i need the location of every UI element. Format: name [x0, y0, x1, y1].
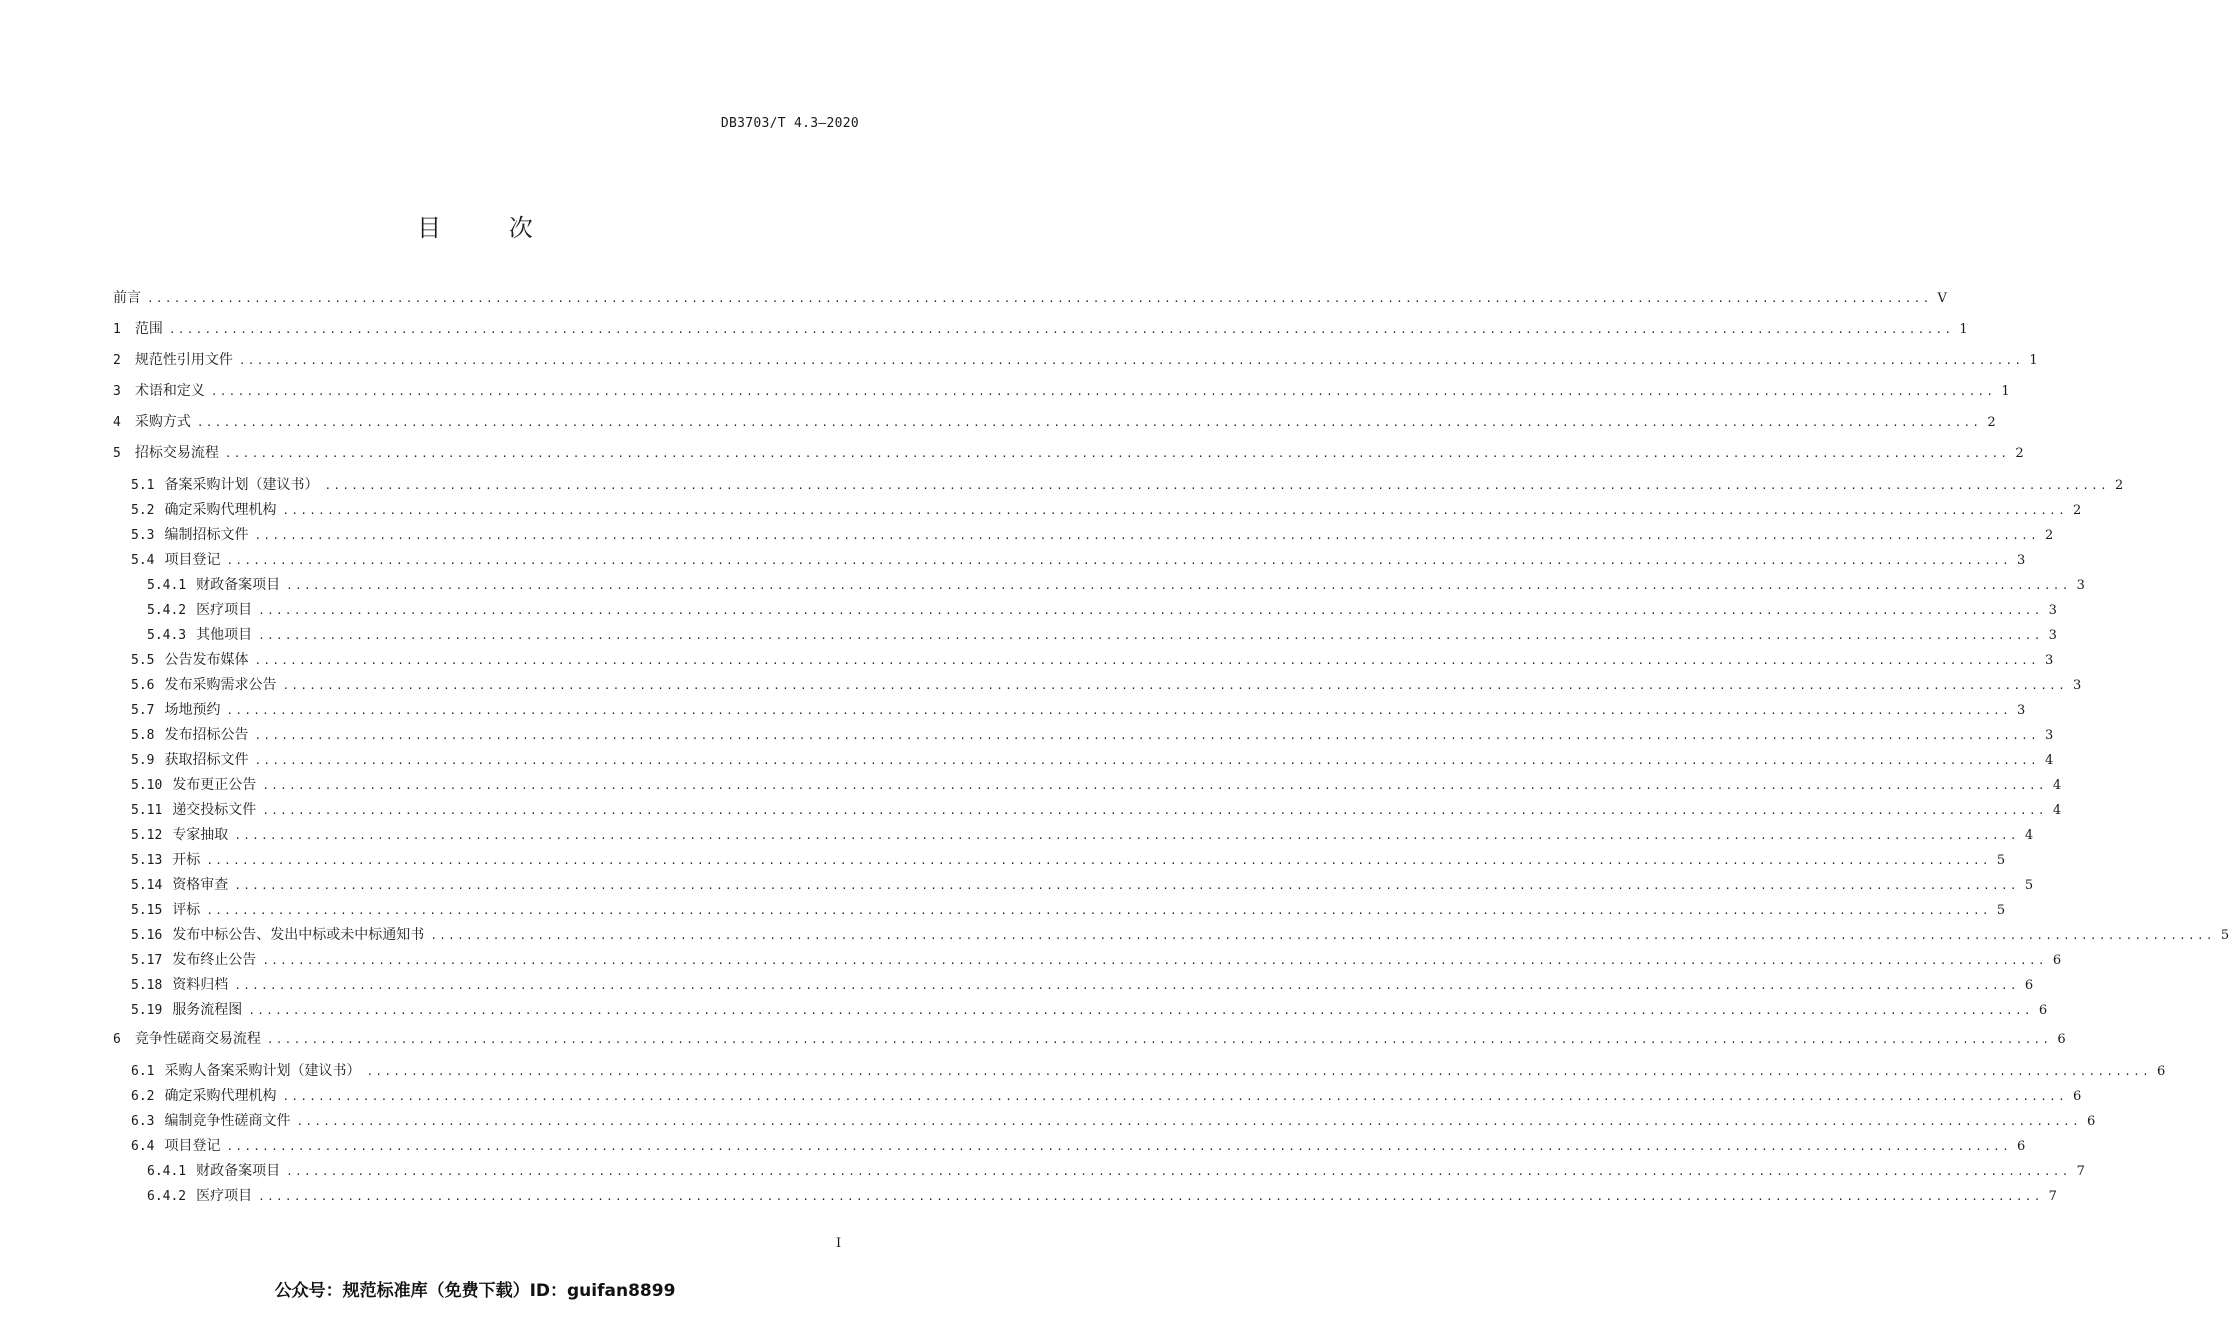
toc-leader-dots: ........................................................................................................................................................................................................ — [430, 929, 2215, 942]
toc-entry-label: 递交投标文件 — [172, 802, 257, 818]
toc-entry-label: 发布招标公告 — [164, 727, 249, 743]
toc-leader-dots: ........................................................................................................................................................................................................ — [226, 704, 2011, 717]
toc-entry-label: 发布更正公告 — [172, 777, 257, 793]
toc-leader-dots: ........................................................................................................................................................................................................ — [254, 754, 2039, 767]
toc-leader-dots: ........................................................................................................................................................................................................ — [238, 354, 2024, 367]
toc-entry-number: 5.13 — [131, 853, 163, 868]
toc-entry-page: 3 — [2017, 553, 2026, 568]
toc-entry-page: 3 — [2073, 678, 2082, 693]
toc-entry[interactable] — [131, 775, 2062, 795]
toc-leader-dots: ........................................................................................................................................................................................................ — [262, 804, 2047, 817]
toc-entry-page: 6 — [2057, 1032, 2066, 1047]
toc-entry[interactable] — [113, 288, 1947, 308]
toc-entry-page: 6 — [2157, 1064, 2166, 1079]
toc-entry-number: 6.4.2 — [147, 1189, 187, 1204]
toc-entry-number: 6.3 — [131, 1114, 155, 1129]
toc-entry-number: 1 — [113, 322, 121, 337]
toc-entry-number: 6 — [113, 1032, 121, 1047]
toc-entry[interactable] — [113, 319, 1968, 339]
toc-entry-page: 3 — [2045, 728, 2054, 743]
toc-leader-dots: ........................................................................................................................................................................................................ — [282, 1090, 2067, 1103]
toc-entry-label: 规范性引用文件 — [134, 352, 233, 368]
toc-entry[interactable] — [131, 900, 2006, 920]
toc-entry-page: 4 — [2024, 828, 2034, 843]
toc-entry[interactable] — [113, 1029, 2066, 1049]
toc-leader-dots: ........................................................................................................................................................................................................ — [266, 1033, 2052, 1046]
toc-entry-number: 5.19 — [131, 1003, 163, 1018]
toc-entry[interactable] — [131, 950, 2062, 970]
toc-leader-dots: ........................................................................................................................................................................................................ — [258, 629, 2043, 642]
toc-entry-label: 资料归档 — [172, 977, 229, 993]
toc-entry-page: 4 — [2045, 753, 2054, 768]
toc-entry-number: 6.2 — [131, 1089, 155, 1104]
toc-entry-number: 5 — [113, 446, 121, 461]
toc-entry[interactable] — [131, 750, 2054, 770]
toc-leader-dots: ........................................................................................................................................................................................................ — [258, 604, 2043, 617]
toc-leader-dots: ........................................................................................................................................................................................................ — [234, 829, 2019, 842]
toc-entry-number: 5.1 — [131, 478, 155, 493]
toc-leader-dots: ........................................................................................................................................................................................................ — [324, 479, 2109, 492]
toc-leader-dots: ........................................................................................................................................................................................................ — [286, 579, 2071, 592]
toc-entry[interactable] — [131, 1061, 2166, 1081]
toc-entry[interactable] — [131, 700, 2026, 720]
toc-entry-number: 4 — [113, 415, 121, 430]
toc-entry-page: 6 — [2052, 953, 2062, 968]
toc-entry-page: 5 — [2220, 928, 2229, 943]
toc-entry-number: 5.4.1 — [147, 578, 187, 593]
toc-leader-dots: ........................................................................................................................................................................................................ — [196, 416, 1982, 429]
toc-leader-dots: ........................................................................................................................................................................................................ — [234, 879, 2019, 892]
page-title: 目 次 — [417, 214, 563, 242]
toc-entry-number: 5.4.3 — [147, 628, 187, 643]
toc-entry-label: 确定采购代理机构 — [164, 502, 277, 518]
toc-leader-dots: ........................................................................................................................................................................................................ — [168, 323, 1954, 336]
toc-entry-label: 范围 — [134, 321, 163, 337]
toc-entry-number: 6.4 — [131, 1139, 155, 1154]
toc-entry[interactable] — [131, 1111, 2096, 1131]
toc-entry-number: 5.15 — [131, 903, 163, 918]
toc-leader-dots: ........................................................................................................................................................................................................ — [206, 854, 1991, 867]
toc-entry[interactable] — [131, 725, 2054, 745]
toc-entry[interactable] — [131, 825, 2034, 845]
toc-entry-page: 6 — [2017, 1139, 2026, 1154]
toc-entry-page: 3 — [2076, 578, 2085, 593]
toc-entry[interactable] — [147, 1186, 2057, 1206]
toc-leader-dots: ........................................................................................................................................................................................................ — [224, 447, 2010, 460]
toc-entry-number: 5.5 — [131, 653, 155, 668]
toc-entry-number: 5.3 — [131, 528, 155, 543]
toc-leader-dots: ........................................................................................................................................................................................................ — [254, 729, 2039, 742]
toc-entry-label: 发布中标公告、发出中标或未中标通知书 — [172, 927, 425, 943]
toc-entry-page: 2 — [2115, 478, 2124, 493]
toc-entry[interactable] — [131, 1086, 2082, 1106]
toc-entry-page: 2 — [2045, 528, 2054, 543]
toc-leader-dots: ........................................................................................................................................................................................................ — [206, 904, 1991, 917]
toc-entry-page: 7 — [2076, 1164, 2085, 1179]
toc-entry[interactable] — [131, 550, 2026, 570]
toc-entry-label: 采购人备案采购计划（建议书） — [164, 1063, 361, 1079]
toc-entry[interactable] — [113, 443, 2024, 463]
toc-entry-number: 5.4.2 — [147, 603, 187, 618]
toc-entry-number: 5.14 — [131, 878, 163, 893]
toc-leader-dots: ........................................................................................................................................................................................................ — [147, 292, 1932, 305]
toc-entry-label: 确定采购代理机构 — [164, 1088, 277, 1104]
toc-entry-page: 5 — [1996, 903, 2006, 918]
toc-leader-dots: ........................................................................................................................................................................................................ — [282, 679, 2067, 692]
toc-entry-number: 2 — [113, 353, 121, 368]
toc-leader-dots: ........................................................................................................................................................................................................ — [296, 1115, 2081, 1128]
toc-entry-number: 5.7 — [131, 703, 155, 718]
toc-entry-number: 5.2 — [131, 503, 155, 518]
toc-entry[interactable] — [131, 975, 2034, 995]
toc-entry-number: 5.17 — [131, 953, 163, 968]
toc-entry-label: 招标交易流程 — [134, 445, 219, 461]
toc-entry-label: 医疗项目 — [196, 1188, 253, 1204]
toc-entry-page: 2 — [1987, 415, 1996, 430]
toc-entry-number: 5.18 — [131, 978, 163, 993]
toc-entry-label: 资格审查 — [172, 877, 229, 893]
toc-leader-dots: ........................................................................................................................................................................................................ — [282, 504, 2067, 517]
toc-entry-label: 评标 — [172, 902, 201, 918]
toc-entry[interactable] — [147, 600, 2057, 620]
toc-leader-dots: ........................................................................................................................................................................................................ — [262, 954, 2047, 967]
toc-entry[interactable] — [131, 675, 2082, 695]
toc-entry-number: 5.11 — [131, 803, 163, 818]
toc-entry-number: 5.6 — [131, 678, 155, 693]
toc-entry-page: 6 — [2024, 978, 2034, 993]
document-code: DB3703/T 4.3—2020 — [720, 116, 859, 131]
toc-entry-label: 公告发布媒体 — [164, 652, 249, 668]
toc-entry[interactable] — [147, 1161, 2085, 1181]
watermark-text: 公众号：规范标准库（免费下载）ID：guifan8899 — [274, 1281, 676, 1301]
toc-entry-number: 5.9 — [131, 753, 155, 768]
toc-entry-page: 1 — [2001, 384, 2010, 399]
toc-entry-label: 获取招标文件 — [164, 752, 249, 768]
toc-entry-number: 5.8 — [131, 728, 155, 743]
toc-leader-dots: ........................................................................................................................................................................................................ — [210, 385, 1996, 398]
toc-entry-label: 财政备案项目 — [196, 1163, 281, 1179]
toc-leader-dots: ........................................................................................................................................................................................................ — [248, 1004, 2033, 1017]
toc-entry-page: 3 — [2045, 653, 2054, 668]
toc-entry-page: 4 — [2052, 803, 2062, 818]
toc-entry-label: 开标 — [172, 852, 201, 868]
toc-entry-number: 6.1 — [131, 1064, 155, 1079]
toc-entry[interactable] — [131, 800, 2062, 820]
toc-entry-page: 5 — [2024, 878, 2034, 893]
toc-entry-label: 项目登记 — [164, 1138, 221, 1154]
toc-entry[interactable] — [131, 500, 2082, 520]
toc-leader-dots: ........................................................................................................................................................................................................ — [254, 654, 2039, 667]
toc-entry-label: 备案采购计划（建议书） — [164, 477, 319, 493]
toc-entry-label: 发布采购需求公告 — [164, 677, 277, 693]
toc-leader-dots: ........................................................................................................................................................................................................ — [226, 554, 2011, 567]
toc-entry-page: 1 — [2029, 353, 2038, 368]
toc-entry[interactable] — [147, 575, 2085, 595]
toc-entry[interactable] — [113, 381, 2010, 401]
toc-entry-page: 6 — [2073, 1089, 2082, 1104]
toc-entry-page: 1 — [1959, 322, 1968, 337]
toc-entry-page: 3 — [2048, 628, 2057, 643]
toc-entry-label: 编制竞争性磋商文件 — [164, 1113, 291, 1129]
toc-entry[interactable] — [131, 925, 2229, 945]
toc-entry-page: 7 — [2048, 1189, 2057, 1204]
toc-entry-page: 2 — [2073, 503, 2082, 518]
toc-entry-label: 编制招标文件 — [164, 527, 249, 543]
toc-entry-number: 6.4.1 — [147, 1164, 187, 1179]
toc-leader-dots: ........................................................................................................................................................................................................ — [226, 1140, 2011, 1153]
toc-leader-dots: ........................................................................................................................................................................................................ — [286, 1165, 2071, 1178]
toc-entry-label: 专家抽取 — [172, 827, 229, 843]
toc-entry[interactable] — [113, 412, 1996, 432]
toc-entry-number: 5.10 — [131, 778, 163, 793]
toc-entry-number: 3 — [113, 384, 121, 399]
toc-entry-number: 5.4 — [131, 553, 155, 568]
toc-entry[interactable] — [131, 475, 2124, 495]
toc-entry-label: 医疗项目 — [196, 602, 253, 618]
page-number: I — [836, 1236, 842, 1251]
toc-entry-number: 5.12 — [131, 828, 163, 843]
toc-entry-page: 6 — [2087, 1114, 2096, 1129]
toc-entry[interactable] — [131, 850, 2006, 870]
toc-entry-label: 前言 — [113, 290, 141, 306]
toc-entry[interactable] — [131, 1000, 2048, 1020]
toc-entry-label: 服务流程图 — [172, 1002, 243, 1018]
toc-leader-dots: ........................................................................................................................................................................................................ — [258, 1190, 2043, 1203]
toc-entry-page: 4 — [2052, 778, 2062, 793]
toc-entry-label: 采购方式 — [134, 414, 191, 430]
toc-entry[interactable] — [131, 875, 2034, 895]
toc-entry-label: 其他项目 — [196, 627, 253, 643]
toc-entry[interactable] — [147, 625, 2057, 645]
toc-entry-page: 3 — [2017, 703, 2026, 718]
toc-leader-dots: ........................................................................................................................................................................................................ — [262, 779, 2047, 792]
toc-entry-page: 2 — [2015, 446, 2024, 461]
toc-entry-label: 竞争性磋商交易流程 — [134, 1031, 261, 1047]
toc-entry-number: 5.16 — [131, 928, 163, 943]
toc-entry[interactable] — [131, 525, 2054, 545]
toc-entry[interactable] — [113, 350, 2038, 370]
toc-leader-dots: ........................................................................................................................................................................................................ — [234, 979, 2019, 992]
toc-entry-label: 场地预约 — [164, 702, 221, 718]
toc-entry-label: 财政备案项目 — [196, 577, 281, 593]
toc-entry-page: 3 — [2048, 603, 2057, 618]
toc-entry-page: V — [1937, 291, 1947, 306]
toc-entry[interactable] — [131, 650, 2054, 670]
toc-entry-page: 6 — [2038, 1003, 2048, 1018]
toc-entry-label: 发布终止公告 — [172, 952, 257, 968]
toc-leader-dots: ........................................................................................................................................................................................................ — [366, 1065, 2151, 1078]
toc-entry-label: 术语和定义 — [134, 383, 205, 399]
toc-leader-dots: ........................................................................................................................................................................................................ — [254, 529, 2039, 542]
toc-entry[interactable] — [131, 1136, 2026, 1156]
toc-entry-page: 5 — [1996, 853, 2006, 868]
toc-entry-label: 项目登记 — [164, 552, 221, 568]
